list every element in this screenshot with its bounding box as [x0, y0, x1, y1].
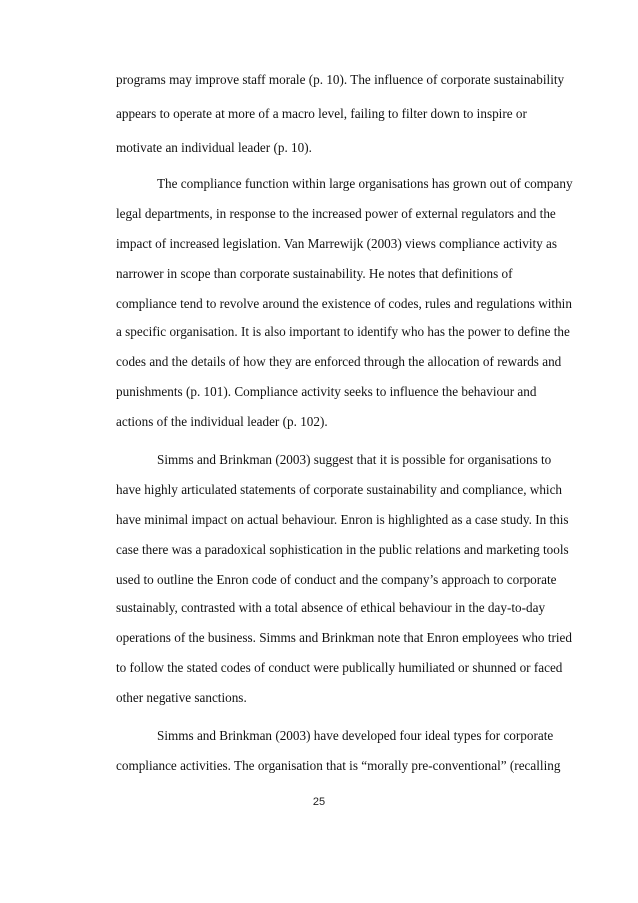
- paragraph-3-line-8: to follow the stated codes of conduct were publically humiliated or shunned or faced: [116, 660, 563, 675]
- paragraph-3-line-5: used to outline the Enron code of conduct and the company’s approach to corporate: [116, 572, 557, 587]
- paragraph-4-line-2: compliance activities. The organisation that is “morally pre-conventional” (recalling: [116, 758, 561, 773]
- paragraph-2-line-8: punishments (p. 101). Compliance activity seeks to influence the behaviour and: [116, 384, 537, 399]
- paragraph-2-line-9: actions of the individual leader (p. 102).: [116, 414, 328, 429]
- paragraph-2-line-3: impact of increased legislation. Van Marrewijk (2003) views compliance activity as: [116, 236, 558, 251]
- paragraph-3-line-3: have minimal impact on actual behaviour. Enron is highlighted as a case study. In this: [116, 512, 569, 527]
- paragraph-3-line-9: other negative sanctions.: [116, 690, 247, 705]
- paragraph-4-line-1: Simms and Brinkman (2003) have developed four ideal types for corporate: [157, 728, 554, 743]
- paragraph-3-line-4: case there was a paradoxical sophistication in the public relations and marketing tools: [116, 542, 569, 557]
- paragraph-1-line-1: programs may improve staff morale (p. 10). The influence of corporate sustainability: [116, 72, 565, 87]
- paragraph-1-line-3: motivate an individual leader (p. 10).: [116, 140, 312, 155]
- paragraph-3-line-2: have highly articulated statements of corporate sustainability and compliance, which: [116, 482, 563, 497]
- paragraph-3-line-6: sustainably, contrasted with a total absence of ethical behaviour in the day-to-day: [116, 600, 546, 615]
- paragraph-2-line-5: compliance tend to revolve around the existence of codes, rules and regulations within: [116, 296, 572, 311]
- page-number: 25: [312, 796, 326, 808]
- paragraph-1-line-2: appears to operate at more of a macro level, failing to filter down to inspire or: [116, 106, 527, 121]
- paragraph-2-line-6: a specific organisation. It is also important to identify who has the power to define the: [116, 324, 570, 339]
- paragraph-2-line-2: legal departments, in response to the increased power of external regulators and the: [116, 206, 556, 221]
- paragraph-2-line-4: narrower in scope than corporate sustainability. He notes that definitions of: [116, 266, 513, 281]
- paragraph-2-line-1: The compliance function within large organisations has grown out of company: [157, 176, 573, 191]
- paragraph-2-line-7: codes and the details of how they are enforced through the allocation of rewards and: [116, 354, 562, 369]
- paragraph-3-line-7: operations of the business. Simms and Brinkman note that Enron employees who tried: [116, 630, 572, 645]
- paragraph-3-line-1: Simms and Brinkman (2003) suggest that it is possible for organisations to: [157, 452, 552, 467]
